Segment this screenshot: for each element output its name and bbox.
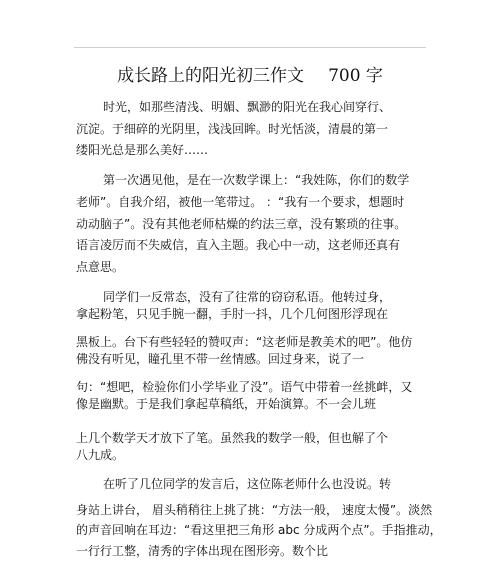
text-line: 拿起粉笔，只见手腕一翻，手肘一抖，几个几何图形浮现在: [76, 307, 389, 321]
text-line: 沉淀。于细碎的光阴里，浅浅回眸。时光恬淡，清晨的第一: [76, 122, 389, 136]
text-line: 一行行工整，清秀的字体出现在图形旁。数个比: [76, 544, 329, 558]
word-count: 700 字: [328, 66, 383, 86]
text-line: 缕阳光总是那么美好……: [76, 143, 209, 157]
text-line: 同学们一反常态，没有了往常的窃窃私语。他转过身，: [103, 290, 392, 304]
text-line: 在听了几位同学的发言后，这位陈老师什么也没说。转: [103, 477, 392, 491]
text-line: 第一次遇见他，是在一次数学课上：“我姓陈，你们的数学: [103, 173, 410, 187]
text-line: 语言凌厉而不失威信，直入主题。我心中一动，这老师还真有: [76, 238, 401, 252]
page-title: [0, 64, 500, 88]
text-line: 老师”。自我介绍，被他一笔带过。 ：“我有一个要求，想题时: [76, 195, 405, 209]
text-line: 点意思。: [76, 260, 125, 274]
top-divider: [74, 47, 426, 48]
text-line: 动动脑子”。没有其他老师枯燥的约法三章，没有繁琐的往事。: [76, 217, 407, 231]
text-line: 的声音回响在耳边：“看这里把三角形 abc 分成两个点”。手指推动，: [76, 523, 442, 537]
text-line: 时光，如那些清浅、明媚、飘渺的阳光在我心间穿行、: [103, 100, 392, 114]
text-line: 像是幽默。于是我们拿起草稿纸，开始演算。不一会儿班: [76, 397, 377, 411]
text-line: 句：“想吧，检验你们小学毕业了没”。语气中带着一丝挑衅，又: [76, 380, 413, 394]
text-line: 身站上讲台， 眉头稍稍往上挑了挑：“方法一般， 速度太慢”。淡然: [76, 503, 433, 517]
text-line: 佛没有听见，瞳孔里不带一丝情感。回过身来，说了一: [76, 352, 365, 366]
text-line: 上几个数学天才放下了笔。虽然我的数学一般，但也解了个: [76, 431, 389, 445]
title-text: 成长路上的阳光初三作文: [117, 66, 305, 86]
text-line: 黑板上。台下有些轻轻的赞叹声：“这老师是教美术的吧”。他仿: [76, 335, 413, 349]
text-line: 八九成。: [76, 448, 125, 462]
